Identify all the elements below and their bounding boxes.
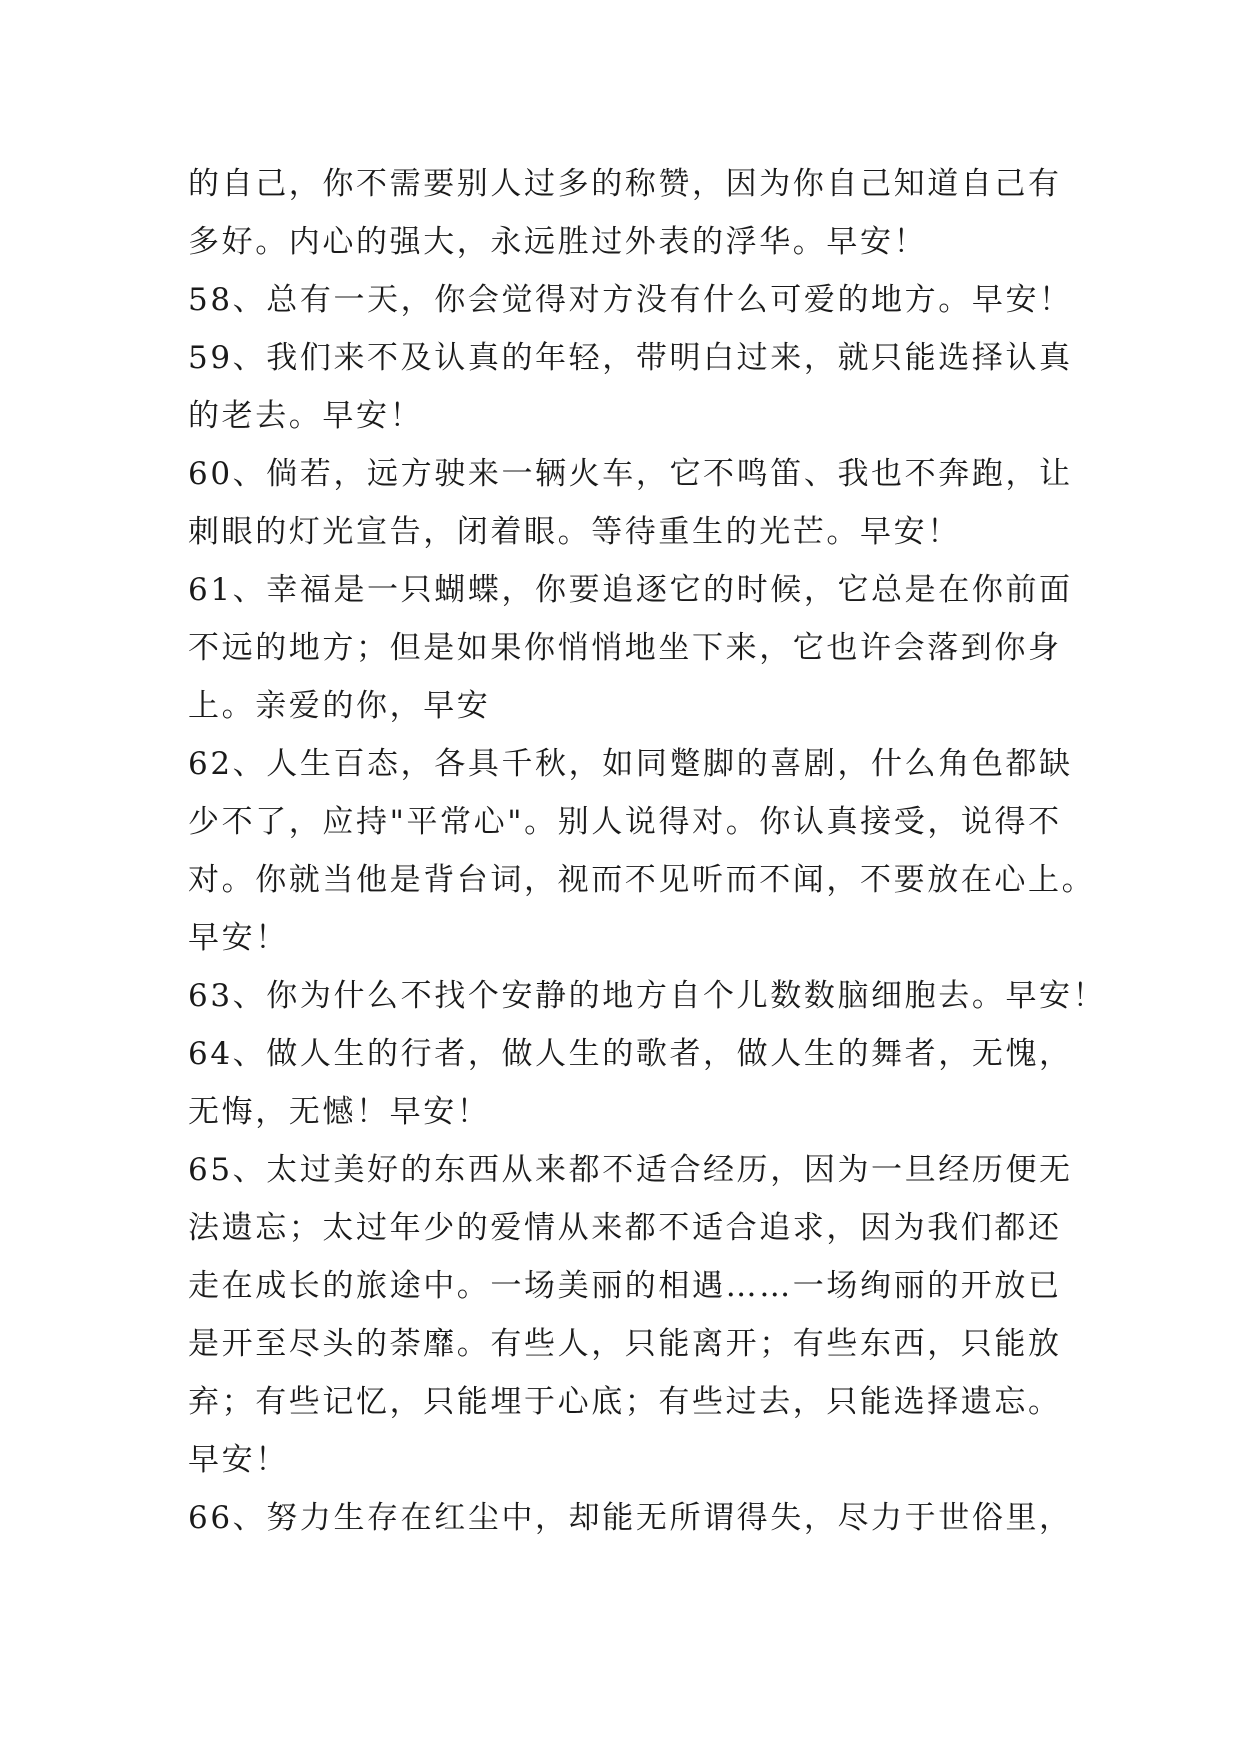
- text-line: 59、我们来不及认真的年轻，带明白过来，就只能选择认真: [188, 340, 1073, 376]
- text-line: 60、倘若，远方驶来一辆火车，它不鸣笛、我也不奔跑，让: [188, 456, 1073, 492]
- text-line: 早安！: [188, 1442, 289, 1478]
- text-line: 是开至尽头的荼靡。有些人，只能离开；有些东西，只能放: [188, 1326, 1062, 1362]
- text-line: 多好。内心的强大，永远胜过外表的浮华。早安！: [188, 224, 928, 260]
- text-line: 少不了，应持"平常心"。别人说得对。你认真接受，说得不: [188, 804, 1062, 840]
- text-line: 61、幸福是一只蝴蝶，你要追逐它的时候，它总是在你前面: [188, 572, 1073, 608]
- text-line: 63、你为什么不找个安静的地方自个儿数数脑细胞去。早安！: [188, 978, 1107, 1014]
- text-line: 不远的地方；但是如果你悄悄地坐下来，它也许会落到你身: [188, 630, 1062, 666]
- text-line: 早安！: [188, 920, 289, 956]
- text-line: 65、太过美好的东西从来都不适合经历，因为一旦经历便无: [188, 1152, 1073, 1188]
- text-line: 走在成长的旅途中。一场美丽的相遇……一场绚丽的开放已: [188, 1268, 1062, 1304]
- text-line: 无悔，无憾！早安！: [188, 1094, 491, 1130]
- text-line: 对。你就当他是背台词，视而不见听而不闻，不要放在心上。: [188, 862, 1096, 898]
- text-line: 66、努力生存在红尘中，却能无所谓得失，尽力于世俗里，: [188, 1500, 1073, 1536]
- text-line: 64、做人生的行者，做人生的歌者，做人生的舞者，无愧，: [188, 1036, 1073, 1072]
- document-body: [188, 155, 1107, 1547]
- text-line: 62、人生百态，各具千秋，如同蹩脚的喜剧，什么角色都缺: [188, 746, 1073, 782]
- text-line: 弃；有些记忆，只能埋于心底；有些过去，只能选择遗忘。: [188, 1384, 1062, 1420]
- text-line: 刺眼的灯光宣告，闭着眼。等待重生的光芒。早安！: [188, 514, 961, 550]
- text-line: 上。亲爱的你，早安: [188, 688, 491, 724]
- text-line: 58、总有一天，你会觉得对方没有什么可爱的地方。早安！: [188, 282, 1073, 318]
- text-line: 的自己，你不需要别人过多的称赞，因为你自己知道自己有: [188, 166, 1062, 202]
- text-line: 法遗忘；太过年少的爱情从来都不适合追求，因为我们都还: [188, 1210, 1062, 1246]
- text-line: 的老去。早安！: [188, 398, 424, 434]
